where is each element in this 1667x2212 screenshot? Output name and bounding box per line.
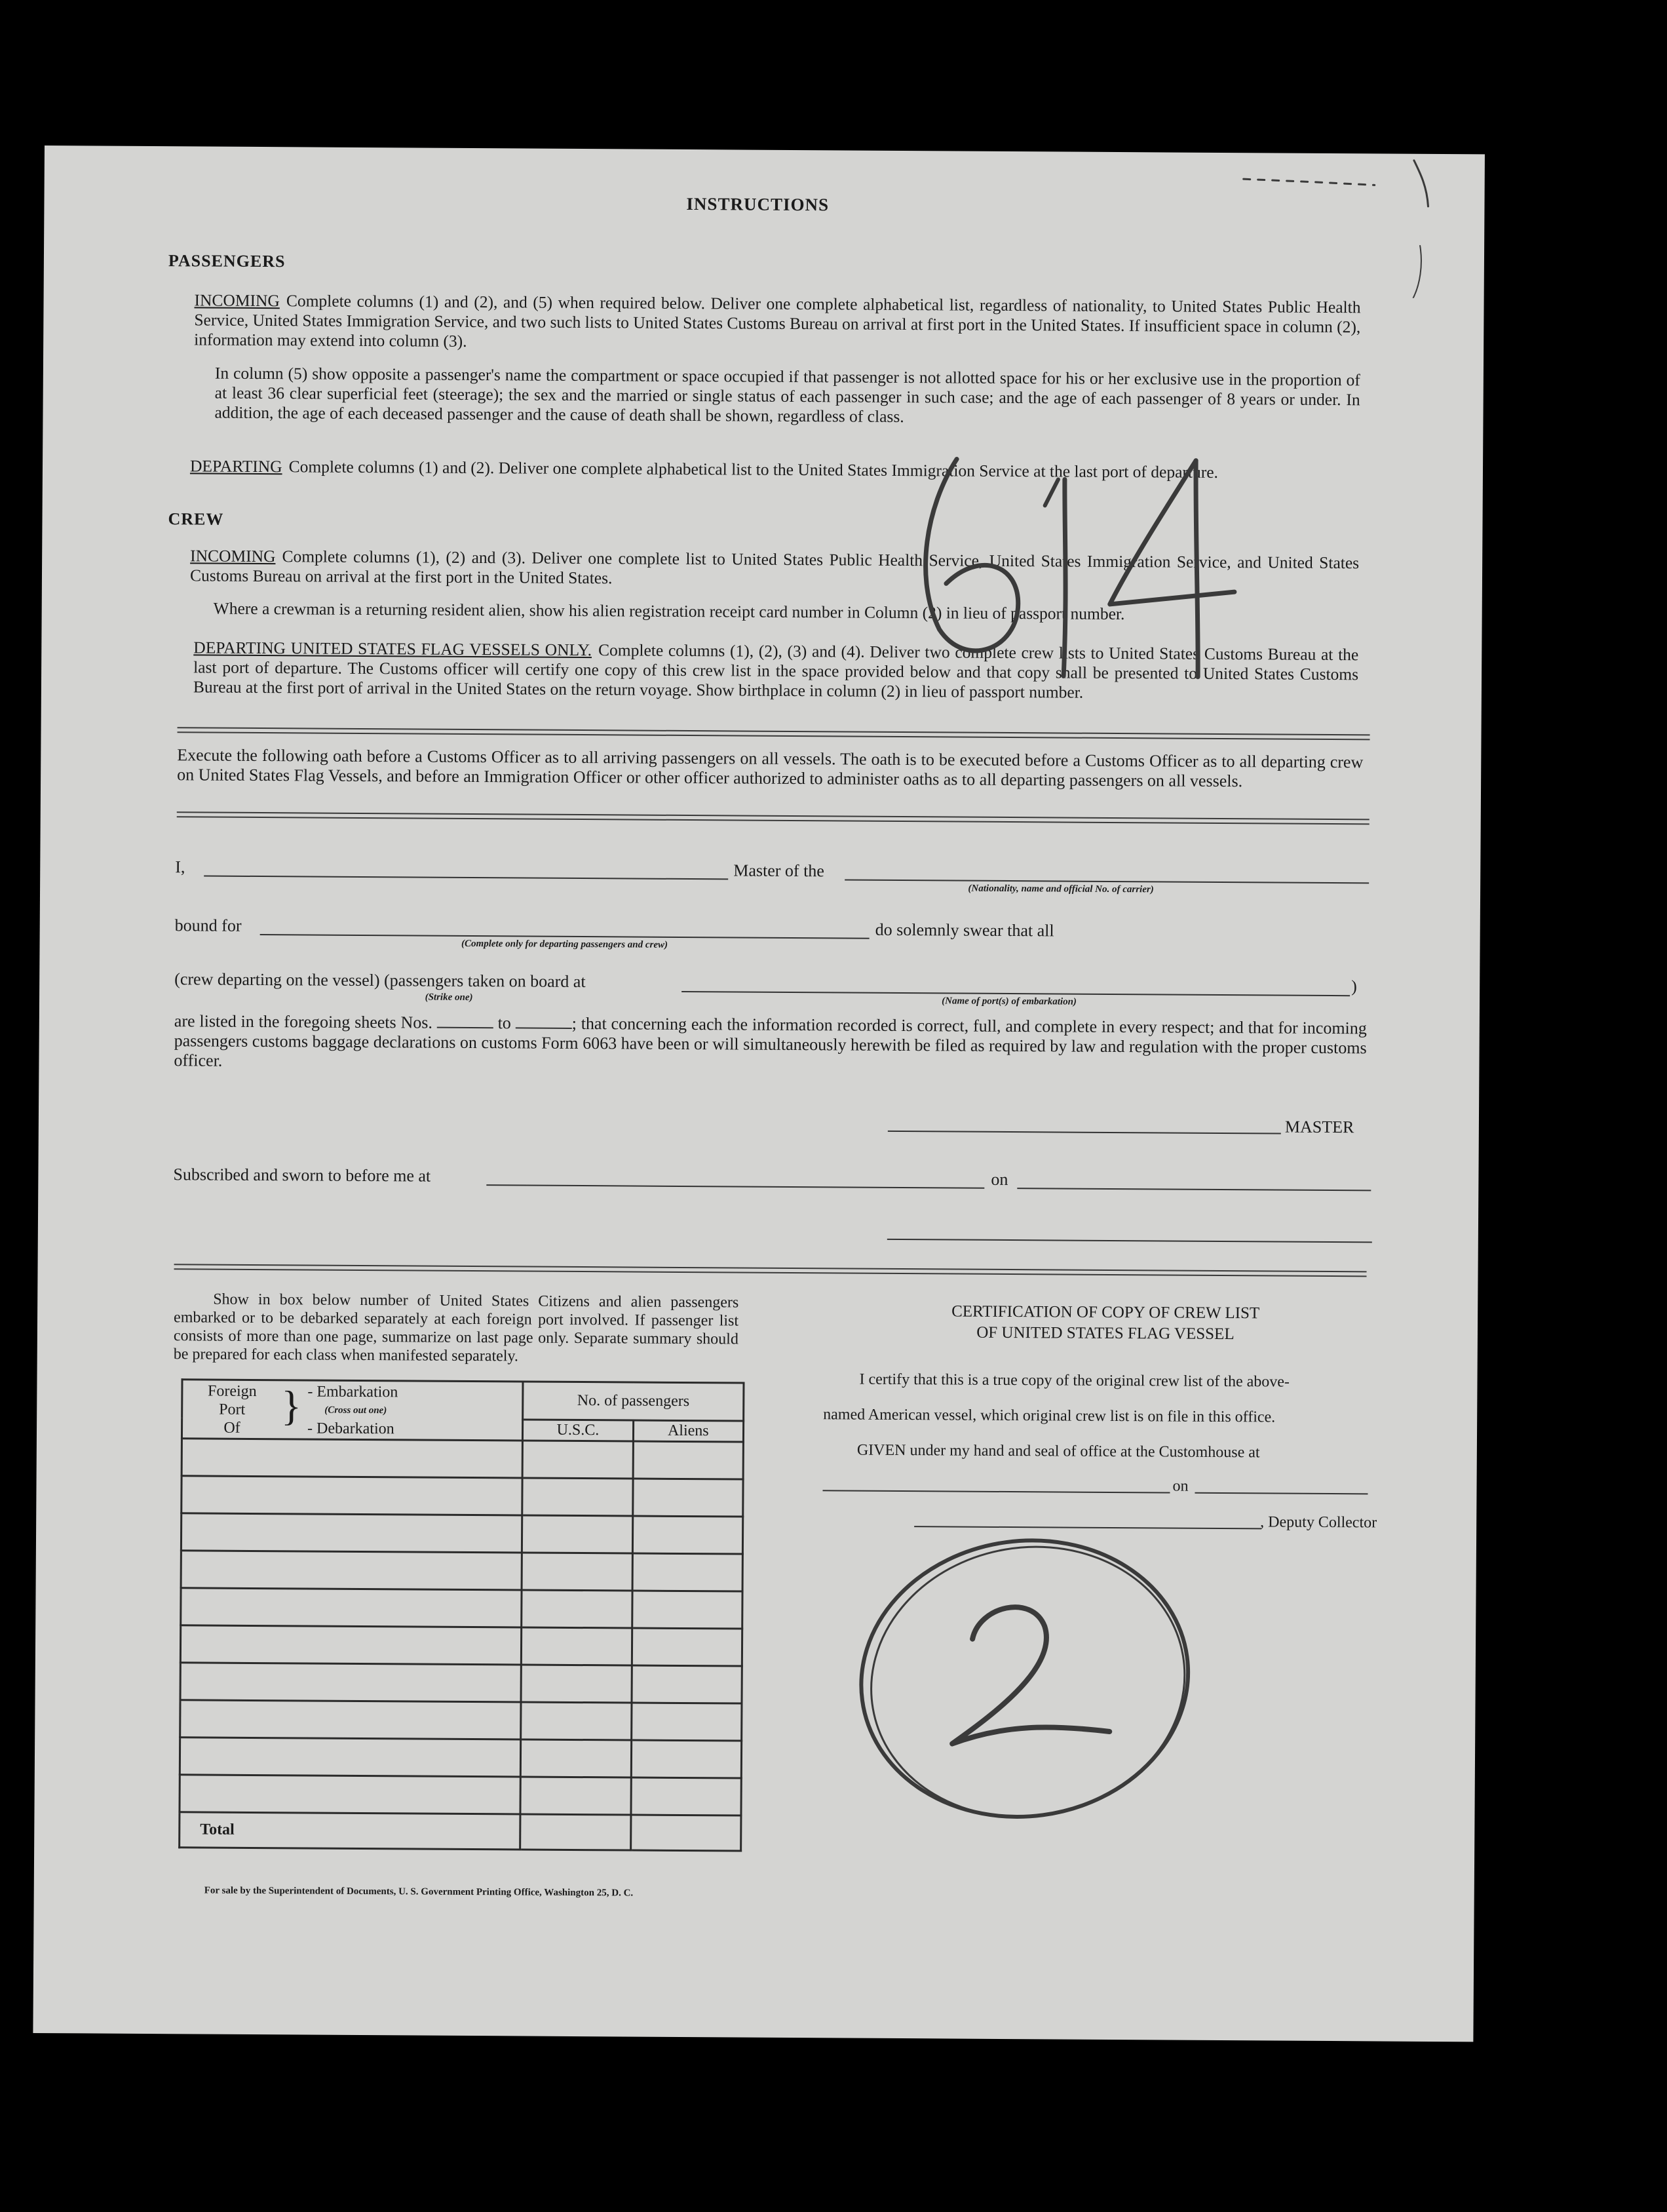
- divider: [174, 1264, 1367, 1277]
- crew-departing-text: Complete columns (1), (2), (3) and (4). Deliver two complete crew lists to United States Customs Bureau at the last port of departure. The Customs officer will certify one copy of this crew list in the space provided below and that copy shall be presented to United States Customs Bureau at the first port of arrival in the United States on the return voyage. Show birthplace in column (2) in lieu of passport number.: [193, 640, 1359, 702]
- usc-cell[interactable]: [521, 1702, 632, 1740]
- port-cell[interactable]: [180, 1700, 522, 1739]
- passengers-incoming-text: Complete columns (1) and (2), and (5) when required below. Deliver one complete alphabetical list, regardless of nationality, to United States Public Health Service, United States Immigration Service, and two such lists to United States Customs Bureau on arrival at first port in the United States. If insufficient space in column (2), information may extend into column (3).: [194, 291, 1361, 351]
- subscribed-label: Subscribed and sworn to before me at: [173, 1165, 431, 1186]
- certify-line2: named American vessel, which original crew list is on file in this office.: [823, 1406, 1276, 1426]
- crew-resident-paragraph: Where a crewman is a returning resident alien, show his alien registration receipt card number in Column (2) in lieu of passport number.: [213, 598, 1125, 624]
- foreign-port-header: [182, 1380, 523, 1441]
- master-signature-field[interactable]: [888, 1131, 1281, 1135]
- close-paren: ): [1351, 977, 1357, 996]
- aliens-cell[interactable]: [633, 1441, 744, 1479]
- debarkation-label: - Debarkation: [307, 1420, 394, 1438]
- crew-heading: CREW: [168, 509, 224, 529]
- aliens-cell[interactable]: [631, 1703, 742, 1741]
- no-passengers-header: No. of passengers: [523, 1382, 744, 1421]
- sheets-suffix: ; that concerning each the information recorded is correct, full, and complete in every respect; and that for incoming passengers customs baggage declarations on customs Form 6063 have been or will simultaneously herewith be filed as required by law and regulation with the proper customs officer.: [174, 1013, 1367, 1070]
- margin-scribble-mark: [1197, 153, 1480, 299]
- officer-signature-field[interactable]: [887, 1239, 1372, 1243]
- aliens-cell[interactable]: [632, 1516, 743, 1554]
- table-row: [181, 1588, 742, 1629]
- table-row: [181, 1513, 742, 1554]
- usc-cell[interactable]: [522, 1515, 633, 1553]
- passengers-incoming-paragraph: [194, 290, 1361, 357]
- passengers-heading: PASSENGERS: [168, 251, 286, 271]
- page-title: INSTRUCTIONS: [686, 193, 830, 215]
- table-row: [180, 1737, 741, 1778]
- port-cell[interactable]: [180, 1775, 521, 1814]
- aliens-cell[interactable]: [631, 1740, 742, 1778]
- usc-cell[interactable]: [522, 1627, 632, 1665]
- usc-cell[interactable]: [520, 1777, 631, 1815]
- usc-cell[interactable]: [521, 1739, 632, 1777]
- crew-incoming-label: INCOMING: [190, 546, 276, 566]
- sheet-to-field[interactable]: [516, 1015, 572, 1029]
- sheets-prefix: are listed in the foregoing sheets Nos.: [174, 1011, 433, 1032]
- divider: [177, 811, 1370, 825]
- handwritten-circled-number: [847, 1527, 1216, 1831]
- embarkation-label: - Embarkation: [307, 1383, 398, 1401]
- total-aliens-cell[interactable]: [630, 1815, 741, 1851]
- passenger-summary-table: [178, 1378, 744, 1852]
- table-row: [180, 1625, 742, 1666]
- port-cell[interactable]: [180, 1625, 522, 1665]
- certification-title-line2: OF UNITED STATES FLAG VESSEL: [976, 1323, 1235, 1344]
- aliens-cell[interactable]: [632, 1553, 743, 1591]
- usc-header: U.S.C.: [523, 1420, 634, 1441]
- table-row: [181, 1551, 742, 1591]
- aliens-header: Aliens: [633, 1420, 744, 1442]
- embarkation-caption: (Name of port(s) of embarkation): [942, 996, 1077, 1007]
- aliens-cell[interactable]: [632, 1479, 743, 1517]
- printer-note: For sale by the Superintendent of Documents, U. S. Government Printing Office, Washington 25, D. C.: [204, 1885, 634, 1899]
- sheets-to-label: to: [497, 1013, 511, 1033]
- master-name-field[interactable]: [204, 876, 728, 880]
- certification-on-label: on: [1172, 1477, 1189, 1495]
- column5-paragraph: In column (5) show opposite a passenger's name the compartment or space occupied if that passenger is not allotted space for his or her exclusive use in the proportion of at least 36 clear superficial feet (steerage); the sex and the married or single status of each passenger in such case; and the age of each passenger of 8 years or under. In addition, the age of each deceased passenger and the cause of death shall be shown, regardless of class.: [214, 363, 1360, 427]
- port-cell[interactable]: [180, 1737, 521, 1777]
- brace-icon: }: [281, 1382, 302, 1429]
- certification-date-field[interactable]: [1195, 1492, 1368, 1495]
- usc-cell[interactable]: [522, 1590, 632, 1628]
- swear-label: do solemnly swear that all: [875, 920, 1054, 941]
- passengers-departing-text: Complete columns (1) and (2). Deliver one complete alphabetical list to the United States Immigration Service at the last port of departure.: [288, 457, 1219, 482]
- summary-instruction: Show in box below number of United States Citizens and alien passengers embarked or to be debarked separately at each foreign port involved. If passenger list consists of more than one page, summarize on last page only. Separate summary should be prepared for each class when manifested separately.: [173, 1290, 739, 1365]
- certify-line1: I certify that this is a true copy of the original crew list of the above-: [859, 1370, 1290, 1391]
- crew-passengers-label: (crew departing on the vessel) (passengers taken on board at: [174, 969, 586, 992]
- port-rows: [180, 1439, 743, 1815]
- usc-cell[interactable]: [522, 1441, 633, 1479]
- port-cell[interactable]: [182, 1439, 523, 1478]
- aliens-cell[interactable]: [632, 1628, 742, 1666]
- port-cell[interactable]: [180, 1663, 522, 1702]
- usc-cell[interactable]: [522, 1478, 633, 1516]
- master-of-label: Master of the: [733, 861, 824, 881]
- cross-out-caption: (Cross out one): [324, 1405, 387, 1416]
- port-cell[interactable]: [181, 1513, 522, 1553]
- given-line: GIVEN under my hand and seal of office at the Customhouse at: [856, 1441, 1260, 1462]
- of-word: Of: [223, 1419, 240, 1437]
- oath-i-label: I,: [175, 857, 185, 877]
- port-cell[interactable]: [182, 1476, 523, 1515]
- customhouse-field[interactable]: [822, 1490, 1170, 1493]
- sworn-on-label: on: [991, 1169, 1008, 1190]
- carrier-caption: (Nationality, name and official No. of carrier): [968, 883, 1154, 895]
- crew-departing-label: DEPARTING UNITED STATES FLAG VESSELS ONLY.: [193, 638, 592, 660]
- passengers-incoming-label: INCOMING: [194, 290, 280, 311]
- oath-instruction: Execute the following oath before a Customs Officer as to all arriving passengers on all vessels. The oath is to be executed before a Customs Officer as to all departing crew on United States Flag Vessels, and before an Immigration Officer or other officer authorized to administer oaths as to all departing passengers on all vessels.: [177, 745, 1364, 791]
- form-page: [33, 146, 1485, 2042]
- port-cell[interactable]: [181, 1551, 522, 1590]
- certification-title: [870, 1301, 1341, 1346]
- sworn-date-field[interactable]: [1017, 1188, 1371, 1191]
- aliens-cell[interactable]: [632, 1665, 742, 1703]
- aliens-cell[interactable]: [631, 1777, 742, 1815]
- handwritten-sheet-number: [867, 433, 1274, 684]
- sheet-from-field[interactable]: [437, 1015, 493, 1029]
- deputy-collector-label: , Deputy Collector: [1260, 1513, 1377, 1532]
- table-row: [180, 1700, 742, 1741]
- sheets-paragraph: [174, 1011, 1367, 1077]
- sworn-place-field[interactable]: [486, 1184, 984, 1189]
- table-row: [180, 1775, 741, 1815]
- table-row: [182, 1439, 743, 1479]
- bound-for-label: bound for: [174, 916, 242, 935]
- foreign-word: Foreign: [207, 1382, 257, 1401]
- divider: [178, 727, 1370, 740]
- total-usc-cell[interactable]: [520, 1814, 631, 1850]
- usc-cell[interactable]: [521, 1665, 632, 1703]
- port-word: Port: [219, 1401, 246, 1418]
- bound-for-caption: (Complete only for departing passengers and crew): [461, 938, 668, 950]
- total-label: Total: [180, 1812, 521, 1850]
- passengers-departing-label: DEPARTING: [189, 456, 282, 476]
- aliens-cell[interactable]: [632, 1591, 742, 1629]
- crew-incoming-text: Complete columns (1), (2) and (3). Deliver one complete list to United States Public Health Service, United States Immigration Service, and United States Customs Bureau on arrival at the first port in the United States.: [189, 547, 1360, 588]
- master-label: MASTER: [1284, 1117, 1354, 1137]
- certification-title-line1: CERTIFICATION OF COPY OF CREW LIST: [951, 1302, 1260, 1323]
- port-cell[interactable]: [181, 1588, 522, 1627]
- usc-cell[interactable]: [522, 1553, 632, 1591]
- table-row: [182, 1476, 743, 1517]
- strike-caption: (Strike one): [425, 992, 473, 1003]
- table-row: [180, 1663, 742, 1703]
